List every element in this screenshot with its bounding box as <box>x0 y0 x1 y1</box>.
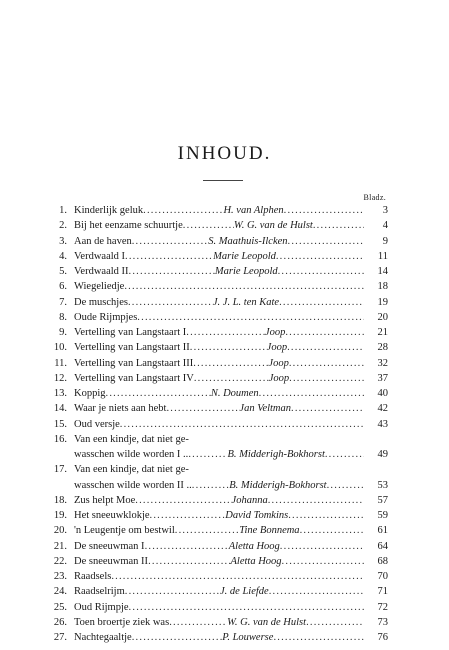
entry-author: Joop <box>268 372 290 384</box>
entry-author: Joop <box>266 342 288 354</box>
entry-author: David Tomkins <box>225 510 289 521</box>
entry-text <box>74 615 364 630</box>
entry-author: Marie Leopold <box>214 266 278 277</box>
entry-number: 8. <box>59 311 67 323</box>
entry-title: Aan de haven <box>74 235 132 247</box>
leader-dots <box>279 295 364 310</box>
leader-dots <box>143 203 223 218</box>
entry-title: 'n Leugentje om bestwil <box>74 525 175 537</box>
entry-text <box>74 523 364 538</box>
entry-author: N. Doumen <box>210 388 259 399</box>
entry-page-number: 21 <box>377 327 388 338</box>
entry-page-number: 42 <box>377 403 388 415</box>
toc-entry <box>47 371 388 386</box>
entry-title: Bij het eenzame schuurtje <box>74 220 183 232</box>
entry-title: Vertelling van Langstaart II <box>74 342 190 354</box>
entry-page-number: 37 <box>377 372 388 384</box>
entry-text <box>74 493 364 508</box>
toc-entry <box>47 478 388 493</box>
entry-text <box>74 295 364 310</box>
entry-number: 23. <box>53 571 67 582</box>
entry-title: De sneeuwman II <box>74 555 149 567</box>
entry-number: 10. <box>53 342 67 354</box>
entry-number: 21. <box>53 540 67 552</box>
entry-author: W. G. van de Hulst <box>227 616 307 628</box>
entry-number: 2. <box>59 220 67 232</box>
entry-page-number: 53 <box>377 479 388 491</box>
entry-author: B. Midderigh-Bokhorst <box>229 479 327 491</box>
leader-dots <box>175 523 239 538</box>
toc-entry <box>47 584 388 599</box>
entry-page-number: 68 <box>377 555 388 567</box>
entry-page-number: 64 <box>377 540 388 552</box>
leader-dots <box>111 569 364 584</box>
entry-title: Wiegeliedje <box>74 281 125 293</box>
toc-entry <box>47 508 388 523</box>
entry-number: 20. <box>53 525 67 537</box>
leader-dots <box>190 340 267 355</box>
entry-title: Kinderlijk geluk <box>74 205 144 216</box>
entry-title: Verdwaald I <box>74 250 126 262</box>
entry-text <box>74 600 364 615</box>
entry-title: De sneeuwman I <box>74 540 145 552</box>
entry-text <box>74 432 364 447</box>
toc-entry <box>47 340 388 355</box>
page-column-label: Bladz. <box>363 193 386 202</box>
toc-entry <box>47 417 388 432</box>
entry-page-number: 57 <box>377 494 388 506</box>
leader-dots <box>287 340 364 355</box>
entry-title: Vertelling van Langstaart III <box>74 357 194 369</box>
entry-text <box>74 310 364 325</box>
entry-text <box>74 249 364 264</box>
toc-entry <box>47 539 388 554</box>
leader-dots <box>259 386 364 401</box>
leader-dots <box>268 493 364 508</box>
entry-title: De muschjes <box>74 296 128 308</box>
entry-page-number: 61 <box>377 525 388 537</box>
toc-entry <box>47 325 388 340</box>
leader-dots <box>120 417 364 432</box>
entry-number: 25. <box>53 601 67 613</box>
entry-page-number: 40 <box>377 388 388 399</box>
entry-number: 24. <box>53 586 67 598</box>
entry-page-number: 28 <box>377 342 388 354</box>
entry-number: 19. <box>53 510 67 521</box>
entry-title: Vertelling van Langstaart I <box>74 327 187 338</box>
entry-title: Raadselrijm <box>74 586 125 598</box>
leader-dots <box>289 371 364 386</box>
entry-author: Johanna <box>231 494 268 506</box>
entry-number: 11. <box>54 357 67 369</box>
toc-entry <box>47 356 388 371</box>
entry-author: Joop <box>268 357 289 369</box>
entry-text <box>74 340 364 355</box>
entry-page-number: 73 <box>377 616 388 628</box>
entry-page-number: 20 <box>377 311 388 323</box>
entry-page-number: 9 <box>382 235 388 247</box>
entry-title: wasschen wilde worden II .. <box>74 479 192 491</box>
entry-number: 13. <box>53 388 67 399</box>
entry-number: 6. <box>59 281 67 293</box>
entry-author: S. Maathuis-Ilcken <box>208 235 288 247</box>
entry-text <box>74 462 364 477</box>
entry-number: 15. <box>53 418 67 430</box>
entry-title: Van een kindje, dat niet ge- <box>74 464 189 476</box>
toc-entry <box>47 569 388 584</box>
entry-page-number: 14 <box>377 266 388 277</box>
toc-entry <box>47 447 388 462</box>
entry-number: 26. <box>53 616 67 628</box>
toc-entry <box>47 523 388 538</box>
leader-dots <box>289 356 364 371</box>
leader-dots <box>125 584 220 599</box>
entry-number: 16. <box>53 433 67 445</box>
toc-entry <box>47 279 388 294</box>
leader-dots <box>150 508 226 523</box>
toc-entry <box>47 493 388 508</box>
toc-entry <box>47 234 388 249</box>
entry-text <box>74 630 364 645</box>
leader-dots <box>125 249 213 264</box>
entry-author: J. de Liefde <box>220 586 269 598</box>
entry-title: Oude Rijmpjes <box>74 311 138 323</box>
leader-dots <box>183 218 234 233</box>
entry-text <box>74 279 364 294</box>
leader-dots <box>106 386 211 401</box>
entry-text <box>74 218 364 233</box>
entry-text <box>74 264 364 279</box>
leader-dots <box>288 234 364 249</box>
entry-text <box>74 401 364 416</box>
entry-number: 27. <box>53 632 67 643</box>
entry-author: W. G. van de Hulst <box>233 220 313 232</box>
toc-entry <box>47 218 388 233</box>
leader-dots <box>129 264 215 279</box>
entry-text <box>74 371 364 386</box>
entry-title: Verdwaald II <box>74 266 129 277</box>
leader-dots <box>300 523 364 538</box>
entry-author: J. J. L. ten Kate <box>212 296 280 308</box>
entry-page-number: 59 <box>377 510 388 521</box>
toc-entry <box>47 615 388 630</box>
toc-entry <box>47 600 388 615</box>
entry-text <box>74 386 364 401</box>
toc-entry <box>47 249 388 264</box>
entry-text <box>74 203 364 218</box>
leader-dots <box>325 447 364 462</box>
entry-number: 22. <box>53 555 67 567</box>
toc-entry <box>47 295 388 310</box>
entry-title: Nachtegaaltje <box>74 632 132 643</box>
leader-dots <box>145 539 229 554</box>
leader-dots <box>124 279 364 294</box>
leader-dots <box>188 447 227 462</box>
leader-dots <box>278 264 364 279</box>
entry-author: B. Midderigh-Bokhorst <box>227 449 325 460</box>
leader-dots <box>285 325 364 340</box>
entry-number: 17. <box>53 464 67 476</box>
leader-dots <box>327 478 364 493</box>
leader-dots <box>288 508 364 523</box>
entry-page-number: 4 <box>382 220 388 232</box>
entry-number: 18. <box>53 494 67 506</box>
entry-title: Van een kindje, dat niet ge- <box>74 433 189 445</box>
entry-page-number: 19 <box>377 296 388 308</box>
entry-author: Joop <box>264 327 286 338</box>
leader-dots <box>284 203 364 218</box>
entry-text <box>74 234 364 249</box>
entry-number: 14. <box>53 403 67 415</box>
leader-dots <box>137 310 364 325</box>
toc-entry <box>47 462 388 477</box>
entry-page-number: 71 <box>377 586 388 598</box>
entry-title: Oud versje <box>74 418 120 430</box>
entry-text <box>74 539 364 554</box>
entry-author: Aletta Hoog <box>228 540 280 552</box>
entry-text <box>74 569 364 584</box>
entry-title: Oud Rijmpje <box>74 601 129 613</box>
entry-author: P. Louwerse <box>222 632 274 643</box>
entry-author: Jan Veltman <box>239 403 292 415</box>
entry-page-number: 32 <box>377 357 388 369</box>
leader-dots <box>169 615 227 630</box>
entry-text <box>74 584 364 599</box>
entry-text <box>74 356 364 371</box>
leader-dots <box>132 234 208 249</box>
leader-dots <box>132 630 223 645</box>
entry-number: 9. <box>59 327 67 338</box>
entry-text <box>74 554 364 569</box>
entry-title: Het sneeuwklokje <box>74 510 150 521</box>
toc-entry <box>47 554 388 569</box>
leader-dots <box>166 401 239 416</box>
entry-page-number: 49 <box>377 449 388 460</box>
toc-entry <box>47 401 388 416</box>
entry-number: 3. <box>59 235 67 247</box>
entry-text <box>74 325 364 340</box>
leader-dots <box>193 356 268 371</box>
entry-number: 4. <box>59 250 67 262</box>
entry-page-number: 3 <box>382 205 388 216</box>
entry-page-number: 43 <box>377 418 388 430</box>
entry-page-number: 76 <box>377 632 388 643</box>
leader-dots <box>135 493 231 508</box>
entry-number: 1. <box>59 205 67 216</box>
leader-dots <box>291 401 364 416</box>
leader-dots <box>273 630 364 645</box>
leader-dots <box>148 554 230 569</box>
entry-number: 7. <box>59 296 67 308</box>
toc-entry <box>47 432 388 447</box>
entry-text <box>74 447 364 462</box>
leader-dots <box>194 371 269 386</box>
leader-dots <box>269 584 364 599</box>
entry-title: Raadsels <box>74 571 112 582</box>
entry-number: 5. <box>59 266 67 277</box>
table-of-contents <box>47 203 388 645</box>
leader-dots <box>282 554 364 569</box>
entry-title: Waar je niets aan hebt <box>74 403 167 415</box>
toc-entry <box>47 203 388 218</box>
leader-dots <box>128 295 213 310</box>
entry-page-number: 18 <box>377 281 388 293</box>
entry-title: Koppig <box>74 388 106 399</box>
leader-dots <box>280 539 364 554</box>
toc-entry <box>47 630 388 645</box>
page-title: INHOUD. <box>177 143 272 164</box>
entry-page-number: 72 <box>377 601 388 613</box>
entry-author: Tine Bonnema <box>239 525 300 537</box>
entry-page-number: 11 <box>377 250 388 262</box>
entry-title: Zus helpt Moe <box>74 494 136 506</box>
entry-text <box>74 478 364 493</box>
title-divider <box>203 180 243 181</box>
toc-entry <box>47 386 388 401</box>
toc-entry <box>47 264 388 279</box>
entry-author: Marie Leopold <box>213 250 276 262</box>
entry-number: 12. <box>53 372 67 384</box>
leader-dots <box>276 249 364 264</box>
leader-dots <box>186 325 265 340</box>
leader-dots <box>192 478 229 493</box>
entry-title: Vertelling van Langstaart IV <box>74 372 194 384</box>
entry-author: H. van Alphen <box>223 205 284 216</box>
entry-text <box>74 417 364 432</box>
entry-page-number: 70 <box>377 571 388 582</box>
toc-entry <box>47 310 388 325</box>
entry-title: Toen broertje ziek was <box>74 616 170 628</box>
leader-dots <box>313 218 364 233</box>
entry-text <box>74 508 364 523</box>
entry-author: Aletta Hoog <box>230 555 282 567</box>
entry-title: wasschen wilde worden I .. <box>74 449 189 460</box>
leader-dots <box>129 600 364 615</box>
leader-dots <box>306 615 364 630</box>
